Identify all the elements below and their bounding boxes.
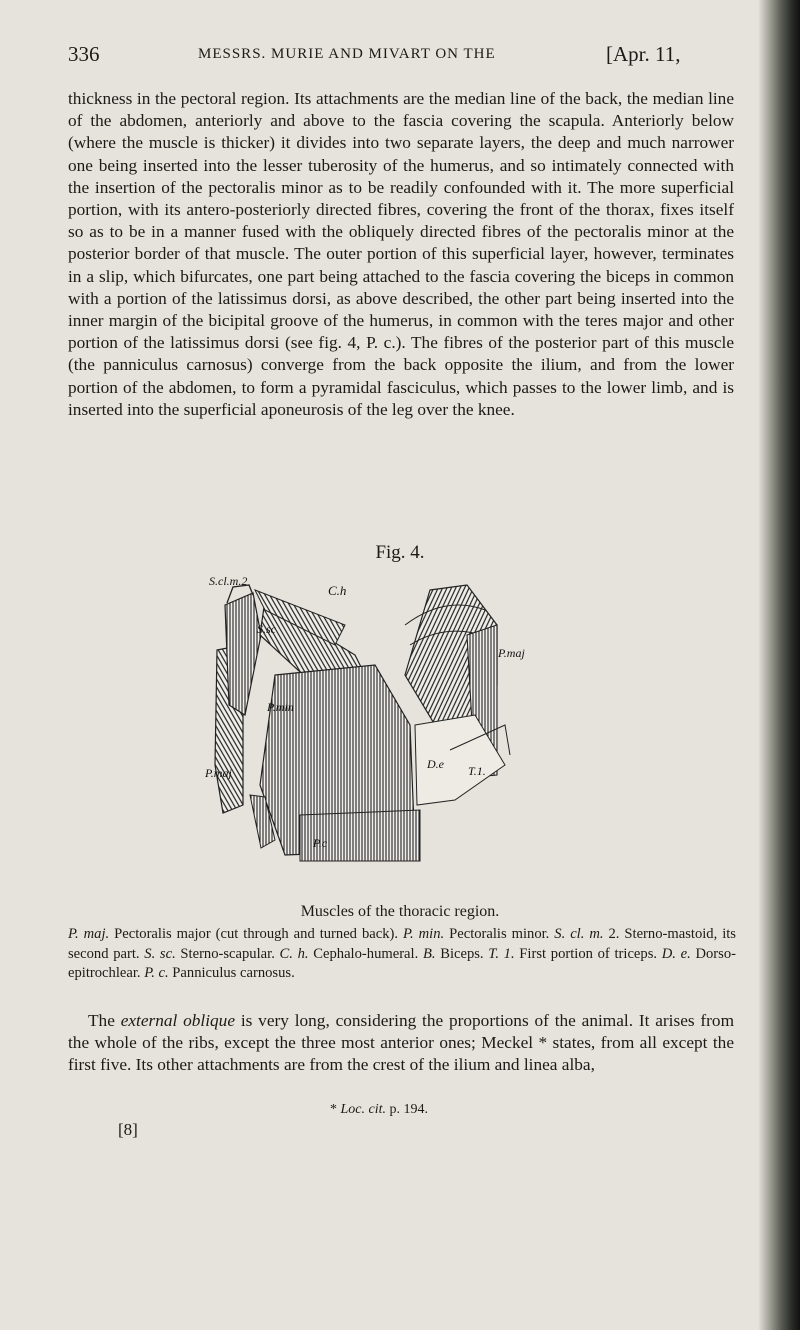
muscle-illustration xyxy=(205,565,545,865)
page-edge-shadow xyxy=(758,0,800,1330)
label-scl: S.cl.m.2 xyxy=(209,574,248,588)
footnote xyxy=(330,1102,428,1118)
footnote-italic: Loc. cit. xyxy=(340,1102,386,1117)
label-pmin: P.min xyxy=(267,700,294,714)
footnote-rest: p. 194. xyxy=(386,1102,428,1117)
caption-abbr: P. c. xyxy=(144,965,169,981)
caption-abbr: P. min. xyxy=(402,926,445,942)
running-header xyxy=(68,42,748,74)
caption-text: Panniculus carnosus. xyxy=(168,965,295,981)
figure-caption-title: Muscles of the thoracic region. xyxy=(300,903,500,920)
label-ch: C.h xyxy=(328,583,347,598)
caption-abbr: S. cl. m. xyxy=(554,926,604,942)
label-pmaj-right: P.maj xyxy=(498,646,525,660)
caption-text: Sterno-scapular. xyxy=(175,945,280,962)
figure-caption xyxy=(68,925,736,984)
caption-text: First portion of triceps. xyxy=(514,945,662,962)
caption-text: Pectoralis minor. xyxy=(444,926,555,942)
sterno-mastoid xyxy=(225,593,261,715)
page-number: 336 xyxy=(68,42,100,66)
paragraph-2-start: The xyxy=(88,1011,121,1030)
label-tl: T.1. xyxy=(468,764,486,778)
body-paragraph-1: thickness in the pectoral region. Its attachments are the median line of the back, the median line of the abdomen, anteriorly and above to the fascia covering the scapula. Anteriorly below (where the muscle is thicker) it divides into two separate layers, the deep and much narrower one being inserted into the lesser tuberosity of the humerus, and so intimately connected with the insertion of the pectoralis minor as to be readily confounded with it. The more superficial portion, with its antero-posteriorly directed fibres, covering the front of the thorax, fixes itself so as to be in a manner fused with the obliquely directed fibres of the pectoralis minor at the posterior border of that muscle. The outer portion of this superficial layer, however, terminates in a slip, which bifurcates, one part being attached to the fascia covering the biceps in common with a portion of the latissimus dorsi, as above described, the other part being inserted into the inner margin of the bicipital groove of the humerus, in common with the teres major and other portion of the latissimus dorsi (see fig. 4, P. c.). The fibres of the posterior part of this muscle (the panniculus carnosus) converge from the back opposite the ilium, and from the lower portion of the abdomen, to form a pyramidal fasciculus, which passes to the lower limb, and is inserted into the superficial aponeurosis of the leg over the knee. xyxy=(68,89,734,419)
label-ssc: S.sc xyxy=(257,622,276,636)
paragraph-2-rest: is very long, considering the proportions of the animal. It arises from the whole of the ribs, except the three most anterior ones; Meckel * states, from all except the first five. Its other attachments are from the crest of the ilium and linea alba, xyxy=(68,1011,735,1075)
caption-text: Biceps. xyxy=(435,945,489,962)
label-pmaj-left: P.maj xyxy=(205,766,232,780)
caption-abbr: S. sc. xyxy=(144,945,176,962)
footnote-mark: * xyxy=(330,1102,341,1117)
header-date: [Apr. 11, xyxy=(606,42,681,66)
caption-text: Dorso-epitrochlear. xyxy=(68,945,736,981)
caption-text: Cephalo-humeral. xyxy=(308,945,423,962)
caption-abbr: P. maj. xyxy=(68,926,110,942)
caption-text: 2. Sterno-mastoid, its second part. xyxy=(68,926,736,962)
signature-mark: [8] xyxy=(118,1120,138,1139)
body-paragraph-2 xyxy=(68,1010,734,1077)
caption-abbr: C. h. xyxy=(279,945,309,962)
caption-abbr: D. e. xyxy=(661,945,691,962)
label-pc: P.c xyxy=(313,836,328,850)
paragraph-2-italic: external oblique xyxy=(120,1011,235,1030)
label-de: D.e xyxy=(427,757,444,771)
caption-abbr: B. xyxy=(422,945,436,962)
running-title: MESSRS. MURIE AND MIVART ON THE xyxy=(198,46,496,62)
caption-text: Pectoralis major (cut through and turned back). xyxy=(109,926,403,942)
figure-title: Fig. 4. xyxy=(375,542,425,563)
caption-abbr: T. 1. xyxy=(488,945,515,962)
